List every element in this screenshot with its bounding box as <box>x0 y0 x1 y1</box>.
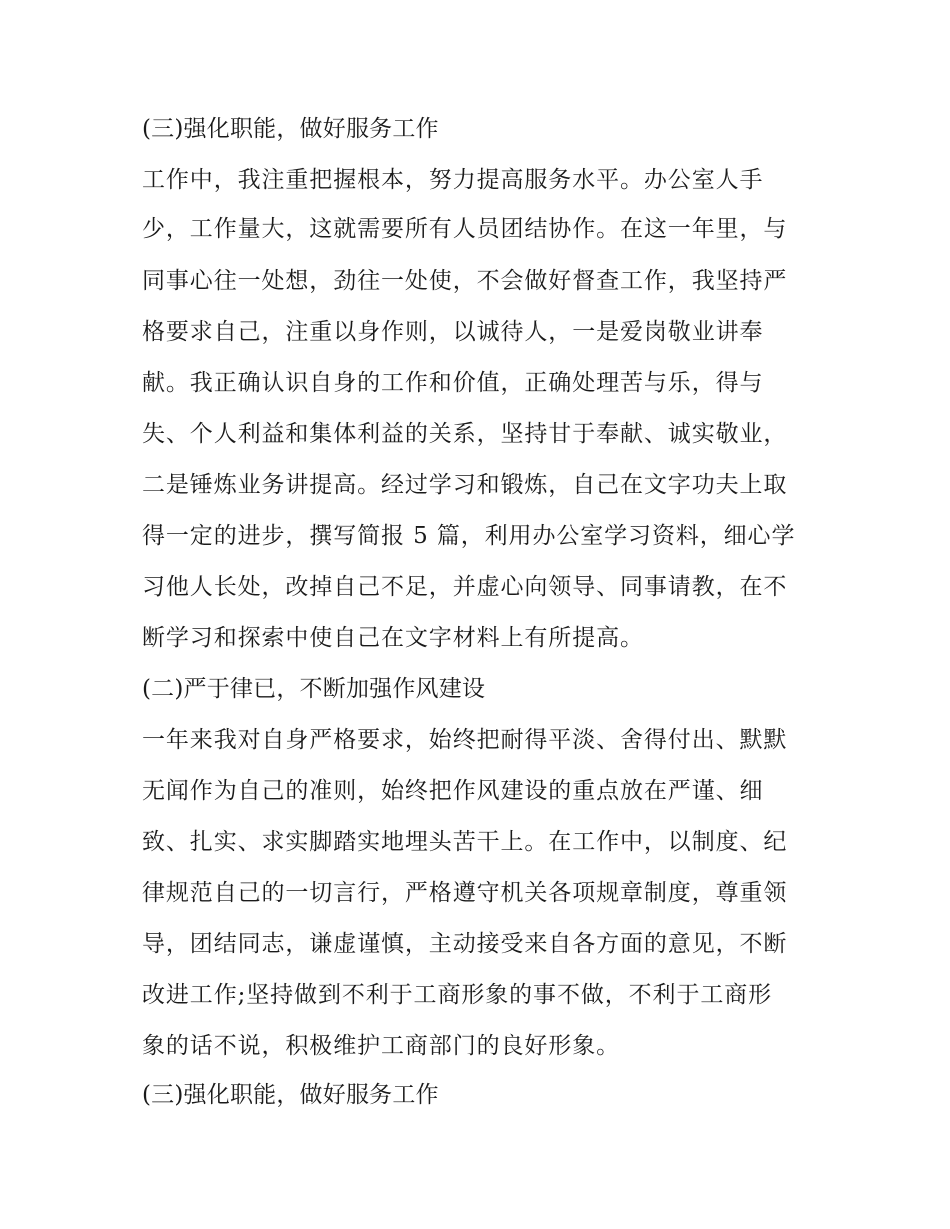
paragraph-line: 断学习和探索中使自己在文字材料上有所提高。 <box>142 625 644 651</box>
paragraph-line: 失、个人利益和集体利益的关系，坚持甘于奉献、诚实敬业， <box>142 421 788 447</box>
paragraph-line: 象的话不说，积极维护工商部门的良好形象。 <box>142 1033 620 1059</box>
paragraph-line: 格要求自己，注重以身作则，以诚待人，一是爱岗敬业讲奉 <box>142 319 764 345</box>
paragraph-line: 无闻作为自己的准则，始终把作风建设的重点放在严谨、细 <box>142 778 764 804</box>
paragraph-line: 得一定的进步，撰写简报 5 篇，利用办公室学习资料，细心学 <box>142 523 796 549</box>
paragraph-line: 律规范自己的一切言行，严格遵守机关各项规章制度，尊重领 <box>142 880 788 906</box>
section-heading: (二)严于律已，不断加强作风建设 <box>142 676 486 702</box>
paragraph-line: 改进工作;坚持做到不利于工商形象的事不做，不利于工商形 <box>142 982 773 1008</box>
paragraph-line: 二是锤炼业务讲提高。经过学习和锻炼，自己在文字功夫上取 <box>142 472 788 498</box>
paragraph-line: 导，团结同志，谦虚谨慎，主动接受来自各方面的意见，不断 <box>142 931 788 957</box>
paragraph-line: 工作中，我注重把握根本，努力提高服务水平。办公室人手 <box>142 167 764 193</box>
paragraph-line: 献。我正确认识自身的工作和价值，正确处理苦与乐，得与 <box>142 370 764 396</box>
paragraph-line: 一年来我对自身严格要求，始终把耐得平淡、舍得付出、默默 <box>142 727 788 753</box>
section-heading: (三)强化职能，做好服务工作 <box>142 1082 439 1108</box>
paragraph-line: 习他人长处，改掉自己不足，并虚心向领导、同事请教，在不 <box>142 574 788 600</box>
section-heading: (三)强化职能，做好服务工作 <box>142 116 439 142</box>
paragraph-line: 致、扎实、求实脚踏实地埋头苦干上。在工作中，以制度、纪 <box>142 829 788 855</box>
paragraph-line: 少，工作量大，这就需要所有人员团结协作。在这一年里，与 <box>142 216 788 242</box>
paragraph-line: 同事心往一处想，劲往一处使，不会做好督查工作，我坚持严 <box>142 268 788 294</box>
